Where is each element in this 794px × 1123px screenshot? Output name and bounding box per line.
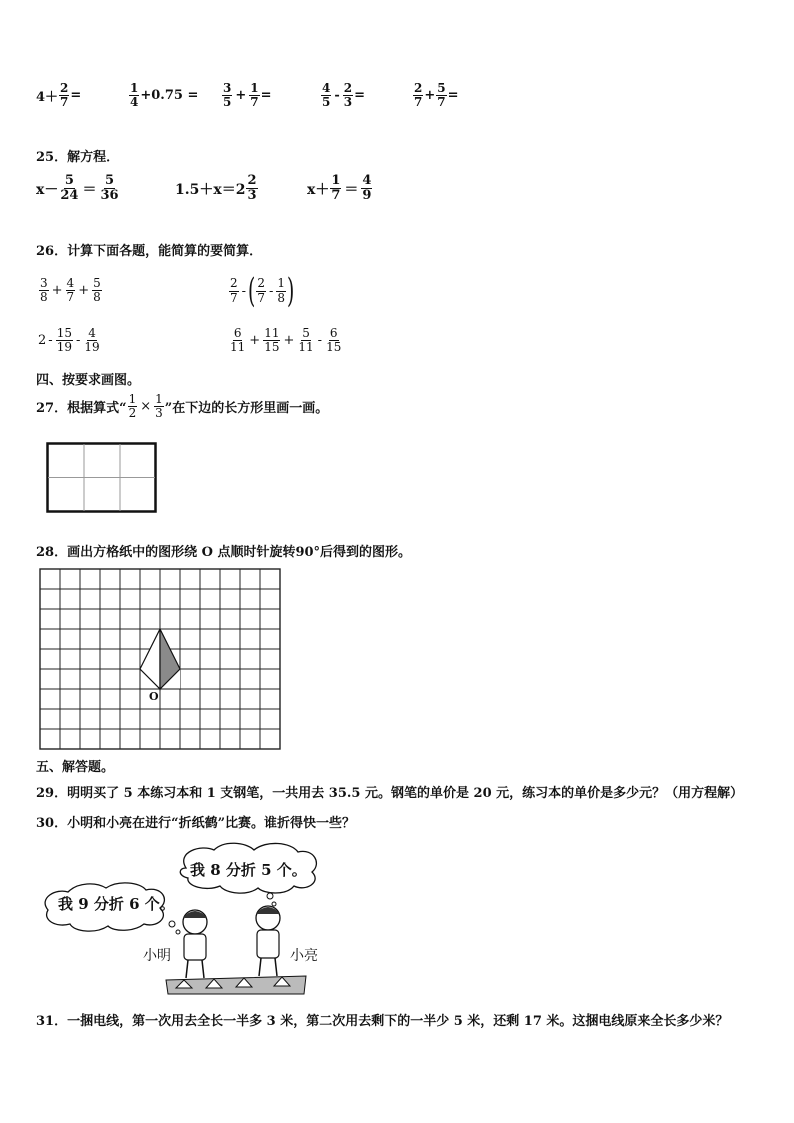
- operator: -: [334, 88, 340, 104]
- fraction: $\frac{5}{11}$: [298, 326, 314, 355]
- fraction: $\frac{2}{7}$: [257, 276, 265, 305]
- boy-xiaoming: [183, 910, 207, 978]
- calc-text: 4＋: [36, 90, 59, 106]
- right-paren: ): [286, 271, 295, 311]
- calc-item-3: [221, 82, 272, 109]
- fraction: $\frac{5}{36}$: [100, 173, 119, 204]
- fraction: $\frac{2}{7}$: [230, 276, 238, 305]
- fraction: $\frac{3}{8}$: [40, 276, 48, 305]
- calc-text: =: [447, 88, 459, 104]
- q28-title: 28．画出方格纸中的图形绕 O 点顺时针旋转90°后得到的图形。: [36, 545, 412, 560]
- name-xiaoliang: 小亮: [290, 948, 318, 964]
- q25-title: 25．解方程．: [36, 150, 120, 165]
- calc-item-4: [320, 82, 365, 109]
- fraction: $\frac{1}{8}$: [277, 276, 285, 305]
- fraction: $\frac{2}{7}$: [60, 81, 69, 110]
- fraction: $\frac{3}{5}$: [223, 81, 232, 110]
- fraction: $\frac{1}{2}$: [128, 392, 137, 421]
- q26-expr-4: $\frac{6}{11}$ + $\frac{11}{15}$ + $\frac{5}{11}$ - $\frac{6}{15}$: [230, 326, 342, 355]
- calc-text: +0.75 =: [140, 88, 199, 104]
- calc-item-2: [128, 82, 198, 109]
- operator: +: [235, 88, 247, 104]
- calc-text: =: [260, 88, 272, 104]
- point-o-label: O: [149, 690, 159, 703]
- fraction: $\frac{2}{3}$: [343, 81, 353, 110]
- q26-expr-2: $\frac{2}{7}$ - ( $\frac{2}{7}$ - $\frac{1}{8}$ ): [230, 271, 295, 311]
- square-grid-paper[interactable]: [39, 568, 282, 750]
- fraction: $\frac{2}{7}$: [414, 81, 423, 110]
- equation-2: 1.5＋x＝2 $\frac{2}{3}$: [175, 173, 257, 204]
- fraction: $\frac{4}{5}$: [322, 81, 331, 110]
- rectangle-grid[interactable]: [46, 442, 158, 514]
- q27-text: 27．根据算式“ $\frac{1}{2}$ × $\frac{1}{3}$ ”在下边的长方形里画一画。: [36, 392, 329, 421]
- fraction: $\frac{6}{11}$: [230, 326, 246, 355]
- equation-1: x－ $\frac{5}{24}$ ＝ $\frac{5}{36}$: [36, 173, 119, 204]
- operator: +: [424, 88, 436, 104]
- bubble-left-text: 我 9 分折 6 个。: [58, 895, 175, 913]
- q30-title: 30．小明和小亮在进行“折纸鹤”比赛。谁折得快一些？: [36, 816, 356, 831]
- fraction: $\frac{15}{19}$: [56, 326, 72, 355]
- fraction: $\frac{5}{7}$: [437, 81, 446, 110]
- fraction: $\frac{6}{15}$: [326, 326, 342, 355]
- calc-text: =: [70, 88, 82, 104]
- fraction: $\frac{4}{7}$: [66, 276, 75, 305]
- bubble-right-text: 我 8 分折 5 个。: [190, 861, 307, 879]
- fraction: $\frac{2}{3}$: [247, 173, 257, 204]
- q26-expr-1: $\frac{3}{8}$ + $\frac{4}{7}$ + $\frac{5}{8}$: [40, 276, 101, 305]
- fraction: $\frac{11}{15}$: [264, 326, 280, 355]
- q31-text: 31．一捆电线，第一次用去全长一半多 3 米，第二次用去剩下的一半少 5 米，还剩 17 米。这捆电线原来全长多少米？: [36, 1014, 729, 1029]
- fraction: $\frac{5}{24}$: [60, 173, 79, 204]
- section-5-heading: 五、解答题。: [36, 760, 115, 775]
- section-4-heading: 四、按要求画图。: [36, 373, 141, 388]
- fraction: $\frac{1}{7}$: [331, 173, 341, 204]
- fraction: $\frac{5}{8}$: [93, 276, 101, 305]
- calc-text: =: [354, 88, 366, 104]
- name-xiaoming: 小明: [143, 948, 171, 964]
- fraction: $\frac{4}{9}$: [362, 173, 372, 204]
- fraction: $\frac{4}{19}$: [84, 326, 100, 355]
- q29-text: 29．明明买了 5 本练习本和 1 支钢笔，一共用去 35.5 元。钢笔的单价是 20 元，练习本的单价是多少元？（用方程解）: [36, 786, 744, 801]
- equation-3: x＋ $\frac{1}{7}$ ＝ $\frac{4}{9}$: [307, 173, 372, 204]
- fraction: $\frac{1}{7}$: [250, 81, 259, 110]
- fraction: $\frac{1}{4}$: [130, 81, 139, 110]
- fraction: $\frac{1}{3}$: [155, 392, 163, 421]
- left-paren: (: [248, 271, 256, 311]
- q26-title: 26．计算下面各题，能简算的要简算．: [36, 244, 263, 259]
- calc-item-1: [36, 82, 81, 109]
- calc-item-5: [412, 82, 459, 109]
- boy-xiaoliang: [256, 906, 280, 976]
- q26-expr-3: 2 - $\frac{15}{19}$ - $\frac{4}{19}$: [38, 326, 100, 355]
